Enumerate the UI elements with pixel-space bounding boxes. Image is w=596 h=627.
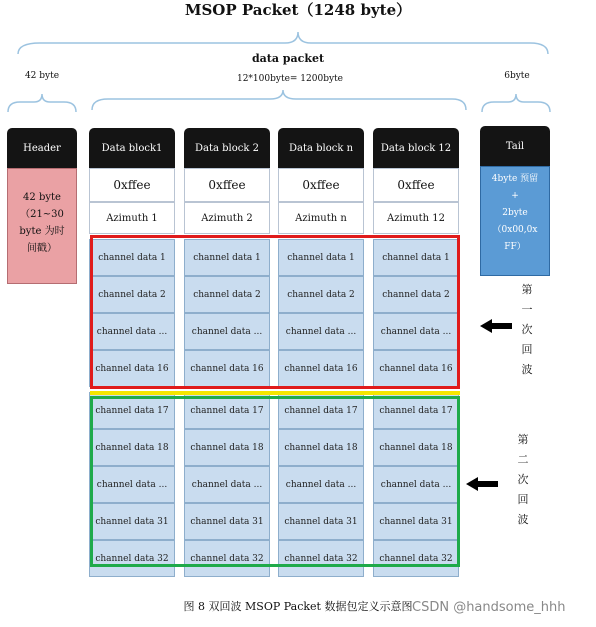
data-block-title: Data block n: [278, 128, 364, 168]
channel-cell: channel data ...: [373, 313, 459, 350]
channel-cell: channel data ...: [184, 313, 270, 350]
figure-caption: 图 8 双回波 MSOP Packet 数据包定义示意图: [183, 600, 413, 613]
tail-body: [480, 166, 550, 276]
page-title: MSOP Packet（1248 byte）: [184, 1, 412, 19]
data-packet-size: 12*100byte= 1200byte: [236, 74, 343, 84]
channel-cell: channel data 18: [373, 429, 459, 466]
channel-cell: channel data 2: [89, 276, 175, 313]
tail-title: Tail: [480, 126, 550, 166]
channel-cell: channel data 17: [373, 392, 459, 429]
echo-divider: [90, 391, 460, 395]
header-body-line: （21~30: [20, 209, 64, 220]
channel-cell: channel data 2: [278, 276, 364, 313]
second-echo-label: 第 二 次 回 波: [517, 433, 529, 526]
data-block-title: Data block 12: [373, 128, 459, 168]
tail-body-line: （0x00,0x: [492, 225, 538, 235]
channel-cell: channel data 17: [89, 392, 175, 429]
arrow-left-icon: [466, 476, 500, 492]
data-packet-brace: [92, 90, 466, 110]
first-echo-label: 第 一 次 回 波: [521, 283, 533, 376]
first-echo-box: [90, 235, 460, 389]
channel-cell: channel data ...: [278, 313, 364, 350]
arrow-left-icon: [480, 318, 514, 334]
tail-size: 6byte: [504, 71, 530, 81]
block-flag: 0xffee: [373, 168, 459, 202]
channel-cell: channel data 1: [89, 239, 175, 276]
channel-cell: channel data 17: [278, 392, 364, 429]
channel-cell: channel data 31: [278, 503, 364, 540]
channel-cell: channel data 1: [373, 239, 459, 276]
tail-body-line: 2byte: [502, 208, 528, 218]
header-size: 42 byte: [24, 71, 60, 81]
block-flag: 0xffee: [89, 168, 175, 202]
block-azimuth: Azimuth n: [278, 202, 364, 234]
channel-cell: channel data 18: [278, 429, 364, 466]
channel-cell: channel data 32: [89, 540, 175, 577]
channel-cell: channel data 17: [184, 392, 270, 429]
second-echo-box: [90, 396, 460, 567]
size-braces: [0, 0, 596, 130]
channel-cell: channel data 18: [184, 429, 270, 466]
channel-cell: channel data ...: [89, 466, 175, 503]
watermark: CSDN @handsome_hhh: [412, 600, 566, 615]
block-flag: 0xffee: [184, 168, 270, 202]
channel-cell: channel data 32: [373, 540, 459, 577]
channel-cell: channel data 1: [278, 239, 364, 276]
channel-cell: channel data ...: [373, 466, 459, 503]
header-body-line: byte 为时: [19, 226, 65, 237]
channel-cell: channel data 2: [184, 276, 270, 313]
channel-cell: channel data 16: [278, 350, 364, 387]
channel-cell: channel data 32: [278, 540, 364, 577]
block-azimuth: Azimuth 12: [373, 202, 459, 234]
header-body-line: 间戳）: [27, 243, 57, 254]
block-azimuth: Azimuth 2: [184, 202, 270, 234]
channel-cell: channel data 1: [184, 239, 270, 276]
channel-cell: channel data 31: [373, 503, 459, 540]
channel-cell: channel data 31: [89, 503, 175, 540]
channel-cell: channel data 16: [373, 350, 459, 387]
channel-cell: channel data 31: [184, 503, 270, 540]
channel-cell: channel data 16: [184, 350, 270, 387]
channel-cell: channel data 18: [89, 429, 175, 466]
channel-cell: channel data ...: [89, 313, 175, 350]
header-body: [7, 168, 77, 284]
channel-cell: channel data 32: [184, 540, 270, 577]
tail-brace: [482, 94, 550, 112]
packet-brace: [18, 32, 548, 54]
data-block-title: Data block1: [89, 128, 175, 168]
channel-cell: channel data ...: [184, 466, 270, 503]
data-block-title: Data block 2: [184, 128, 270, 168]
tail-body-line: FF）: [504, 242, 526, 252]
channel-cell: channel data 16: [89, 350, 175, 387]
data-packet-label: data packet: [251, 52, 325, 65]
header-title: Header: [7, 128, 77, 168]
block-azimuth: Azimuth 1: [89, 202, 175, 234]
channel-cell: channel data 2: [373, 276, 459, 313]
tail-body-line: 4byte 预留: [491, 174, 539, 184]
block-flag: 0xffee: [278, 168, 364, 202]
tail-body-line: +: [511, 191, 519, 201]
header-body-line: 42 byte: [23, 192, 61, 203]
header-brace: [8, 94, 76, 112]
channel-cell: channel data ...: [278, 466, 364, 503]
